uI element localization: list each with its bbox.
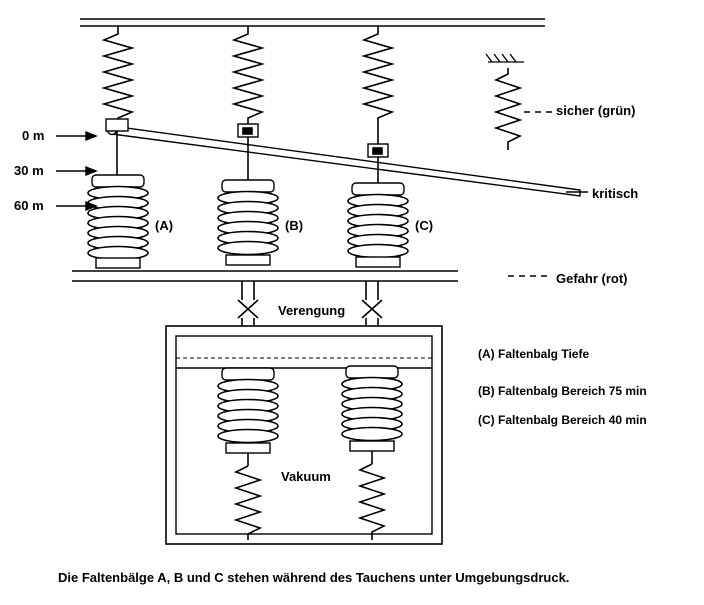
bellows-b	[218, 180, 278, 265]
spring-a-top	[104, 26, 132, 126]
bellows-label-c: (C)	[415, 218, 434, 233]
status-label-danger: Gefahr (rot)	[556, 271, 628, 286]
connector-block-a	[106, 119, 128, 175]
lower-bellows-c	[342, 366, 402, 464]
status-label-critical: kritisch	[592, 186, 639, 201]
legend-item-a: (A) Faltenbalg Tiefe	[478, 347, 590, 361]
depth-label-30m: 30 m	[14, 163, 44, 178]
depth-label-0m: 0 m	[22, 128, 45, 143]
spring-c-top	[364, 26, 392, 145]
spring-b-top	[234, 26, 262, 132]
legend-item-c: (C) Faltenbalg Bereich 40 min	[478, 413, 647, 427]
bellows-c	[348, 183, 408, 267]
diagram-caption: Die Faltenbälge A, B und C stehen während des Tauchens unter Umgebungsdruck.	[58, 570, 570, 585]
depth-arrow-0m	[56, 132, 96, 140]
bellows-a	[88, 175, 148, 268]
status-label-safe: sicher (grün)	[556, 103, 636, 118]
label-verengung: Verengung	[278, 303, 346, 318]
bellows-label-a: (A)	[155, 218, 174, 233]
spring-indicator-right	[496, 68, 520, 150]
floor-rail	[72, 271, 458, 281]
lower-bellows-b	[218, 368, 278, 466]
stem-c	[366, 281, 378, 300]
stem-b	[242, 281, 254, 300]
label-vakuum: Vakuum	[281, 469, 331, 484]
depth-label-60m: 60 m	[14, 198, 44, 213]
bellows-label-b: (B)	[285, 218, 304, 233]
legend-item-b: (B) Faltenbalg Bereich 75 min	[478, 384, 647, 398]
ceiling-rail	[80, 19, 545, 26]
depth-arrow-30m	[56, 167, 96, 175]
fixed-support-hatching	[486, 54, 524, 62]
indicator-needle	[108, 126, 581, 197]
depth-arrow-60m	[56, 202, 96, 210]
